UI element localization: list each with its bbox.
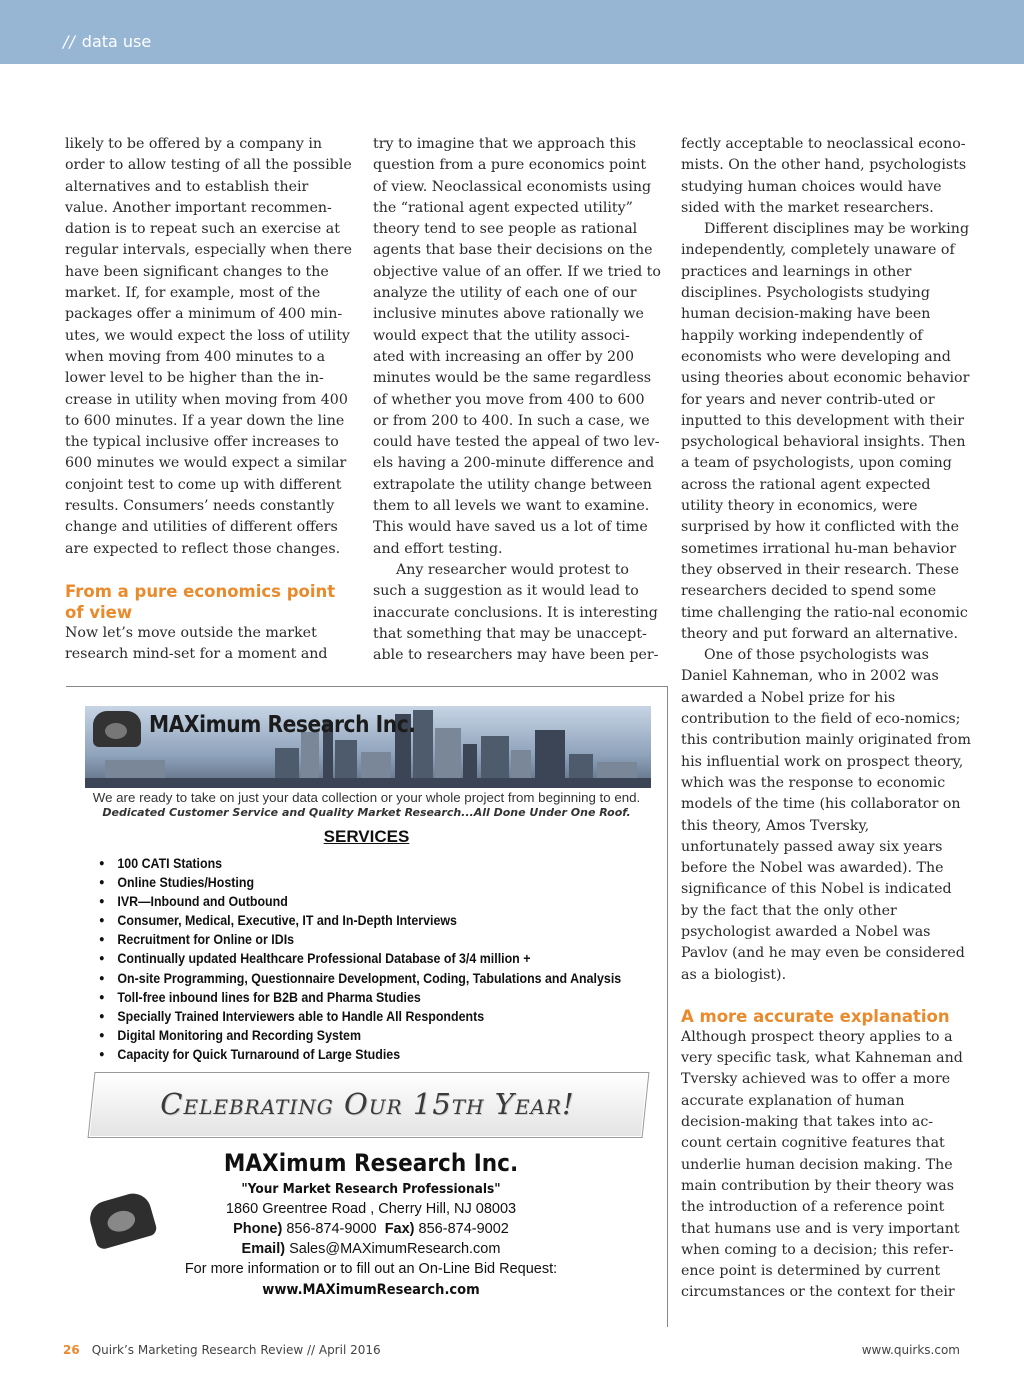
article-column-1	[65, 134, 353, 666]
company-address: 1860 Greentree Road , Cherry Hill, NJ 08003	[225, 1201, 517, 1217]
footer-url: www.quirks.com	[861, 1343, 960, 1357]
fax-number: 856-874-9002	[418, 1221, 509, 1237]
company-email	[66, 1241, 676, 1257]
publication-name: Quirk’s Marketing Research Review // April 2016	[91, 1343, 381, 1357]
more-info-text: For more information or to fill out an On-Line Bid Request:	[184, 1261, 558, 1277]
ad-banner-title: MAXimum Research Inc.	[149, 712, 416, 738]
footer-left	[63, 1343, 381, 1357]
service-item: ● Online Studies/Hosting	[99, 873, 621, 892]
page-number: 26	[63, 1343, 80, 1357]
company-name: MAXimum Research Inc.	[223, 1149, 519, 1177]
skyline-ground	[85, 778, 651, 788]
company-slogan: "Your Market Research Professionals"	[241, 1181, 501, 1197]
service-item: ● Continually updated Healthcare Professional Database of 3/4 million +	[99, 949, 621, 968]
email-address: Sales@MAXimumResearch.com	[289, 1241, 501, 1257]
ad-tagline: Dedicated Customer Service and Quality Market Research...All Done Under One Roof.	[102, 806, 631, 819]
paragraph: try to imagine that we approach this question from a pure economics point of view. Neoclassical economists using the “rational agent expected utility” theory tend to see people as rational agents that base their decisions on the objective value of an offer. If we tried to analyze the utility of each one of our inclusive minutes above rationally we would expect that the utility associ-ated with increasing an offer by 200 minutes would be the same regardless of whether you move from 400 to 600 or from 200 to 400. In such a case, we could have tested the appeal of two lev-els having a 200-minute difference and extrapolate the utility change between them to all levels we want to examine. This would have saved us a lot of time and effort testing.	[373, 136, 661, 557]
ad-intro-text: We are ready to take on just your data collection or your whole project from beginning to end.	[92, 790, 641, 805]
paragraph: Now let’s move outside the market research mind-set for a moment and	[65, 624, 328, 663]
phone-number: 856-874-9000	[286, 1221, 377, 1237]
celebrate-text: Celebrating Our 15th Year!	[160, 1087, 575, 1121]
service-item: ● Capacity for Quick Turnaround of Large Studies	[99, 1045, 621, 1064]
service-item: ● Recruitment for Online or IDIs	[99, 930, 621, 949]
section-header-bar	[0, 0, 1024, 64]
company-phone-fax	[66, 1221, 676, 1237]
service-item: ● Digital Monitoring and Recording System	[99, 1026, 621, 1045]
paragraph: Different disciplines may be working independently, completely unaware of practices and learnings in other disciplines. Psychologists studying human decision-making have been happily working independently of economists who were developing and using theories about economic behavior for years and never contrib-uted or inputted to this development with their psychological behavioral insights. Then a team of psychologists, upon coming across the rational agent expected utility theory in economics, were surprised by how it conflicted with the sometimes irrational hu-man behavior they observed in their research. These researchers decided to spend some time challenging the ratio-nal economic theory and put forward an alternative.	[681, 221, 970, 642]
section-label	[63, 32, 151, 51]
section-name: data use	[81, 32, 152, 51]
service-item: ● 100 CATI Stations	[99, 854, 621, 873]
services-title: SERVICES	[323, 827, 410, 846]
article-column-2	[373, 134, 661, 666]
paragraph: Although prospect theory applies to a very specific task, what Kahneman and Tversky achieved was to offer a more accurate explanation of human decision-making that takes into ac-count certain cognitive features that underlie human decision making. The main contribution by their theory was the introduction of a reference point that humans use and is very important when coming to a decision; this refer-ence point is determined by current circumstances or the context for their	[681, 1028, 963, 1301]
article-column-3	[681, 134, 971, 1304]
service-item: ● On-site Programming, Questionnaire Development, Coding, Tabulations and Analysis	[99, 969, 621, 988]
paragraph: Any researcher would protest to such a suggestion as it would lead to inaccurate conclusions. It is interesting that something that may be unaccept-able to researchers may have been per-	[373, 561, 659, 664]
service-item: ● Toll-free inbound lines for B2B and Pharma Studies	[99, 988, 621, 1007]
company-website: www.MAXimumResearch.com	[262, 1282, 480, 1298]
advertisement	[66, 687, 667, 1327]
service-item: ● Consumer, Medical, Executive, IT and In-Depth Interviews	[99, 911, 621, 930]
section-slashes: //	[63, 32, 76, 51]
paragraph: One of those psychologists was Daniel Kahneman, who in 2002 was awarded a Nobel prize for his contribution to the field of eco-nomics; this contribution mainly originated from his influential work on prospect theory, which was the response to economic models of the time (his collaborator on this theory, Amos Tversky, unfortunately passed away six years before the Nobel was awarded). The significance of this Nobel is indicated by the fact that the only other psychologist awarded a Nobel was Pavlov (and he may even be considered as a biologist).	[681, 647, 971, 983]
service-item: ● IVR—Inbound and Outbound	[99, 892, 621, 911]
services-list	[99, 854, 667, 1064]
service-item: ● Specially Trained Interviewers able to Handle All Respondents	[99, 1007, 621, 1026]
paragraph: fectly acceptable to neoclassical econo-mists. On the other hand, psychologists studying human choices would have sided with the market researchers.	[681, 136, 967, 216]
paragraph: likely to be offered by a company in order to allow testing of all the possible alternatives and to establish their value. Another important recommen-dation is to repeat such an exercise at regular intervals, especially when there have been significant changes to the market. If, for example, most of the packages offer a minimum of 400 min-utes, we would expect the loss of utility when moving from 400 minutes to a lower level to be higher than the in-crease in utility when moving from 400 to 600 minutes. If a year down the line the typical inclusive offer increases to 600 minutes we would expect a similar conjoint test to come up with different results. Consumers’ needs constantly change and utilities of different offers are expected to reflect those changes.	[65, 136, 352, 557]
phone-label: Phone)	[233, 1221, 283, 1237]
skyline-building	[413, 710, 433, 788]
fax-label: Fax)	[384, 1221, 415, 1237]
subheading: From a pure economics point of view	[65, 581, 336, 622]
telephone-icon	[93, 711, 141, 747]
subheading: A more accurate explanation	[681, 1006, 950, 1026]
ad-banner-skyline	[85, 706, 651, 788]
email-label: Email)	[241, 1241, 286, 1257]
